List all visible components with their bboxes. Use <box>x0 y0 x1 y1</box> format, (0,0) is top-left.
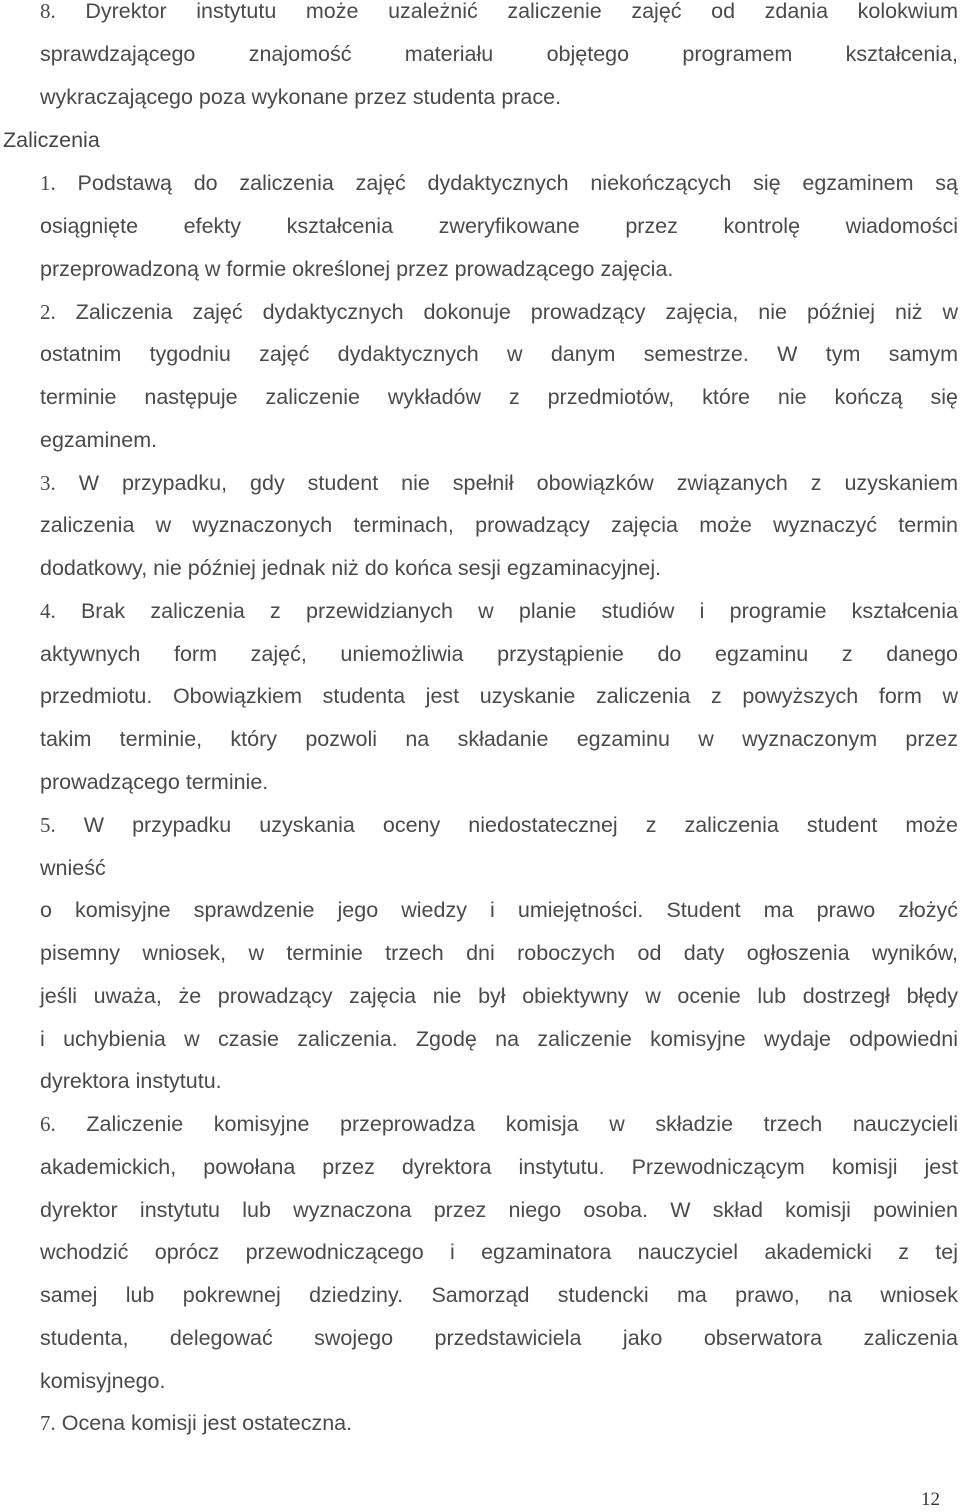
paragraph-line: przedmiotu. Obowiązkiem studenta jest uzyskanie zaliczenia z powyższych form w <box>40 684 958 708</box>
paragraph-line: takim terminie, który pozwoli na składanie egzaminu w wyznaczonym przez <box>40 727 958 751</box>
paragraph-line: osiągnięte efekty kształcenia zweryfikowane przez kontrolę wiadomości <box>40 214 958 238</box>
paragraph-line: aktywnych form zajęć, uniemożliwia przystąpienie do egzaminu z danego <box>40 642 958 666</box>
paragraph-line: wykraczającego poza wykonane przez studenta prace. <box>40 85 562 109</box>
paragraph-line: o komisyjne sprawdzenie jego wiedzy i umiejętności. Student ma prawo złożyć <box>40 898 958 922</box>
item-number: 5. <box>40 813 56 837</box>
item-number: 8. <box>40 0 56 23</box>
paragraph-line: studenta, delegować swojego przedstawiciela jako obserwatora zaliczenia <box>40 1326 958 1350</box>
paragraph-line: samej lub pokrewnej dziedziny. Samorząd studencki ma prawo, na wniosek <box>40 1283 958 1307</box>
item-number: 3. <box>40 471 56 495</box>
paragraph-line: wnieść <box>40 856 106 880</box>
line-text: W przypadku, gdy student nie spełnił obowiązków związanych z uzyskaniem <box>78 471 958 495</box>
list-item-first-line <box>40 810 958 840</box>
paragraph-line: dyrektor instytutu lub wyznaczona przez niego osoba. W skład komisji powinien <box>40 1198 958 1222</box>
paragraph-line: egzaminem. <box>40 428 158 452</box>
paragraph-line: sprawdzającego znajomość materiału objętego programem kształcenia, <box>40 42 958 66</box>
item-number: 6. <box>40 1112 56 1136</box>
item-number: 7. <box>40 1411 56 1435</box>
list-item-first-line <box>40 168 958 198</box>
line-text: Zaliczenie komisyjne przeprowadza komisja w składzie trzech nauczycieli <box>86 1112 958 1136</box>
page-number: 12 <box>921 1489 940 1510</box>
line-text: Podstawą do zaliczenia zajęć dydaktycznych niekończących się egzaminem są <box>77 171 958 195</box>
paragraph-line: przeprowadzoną w formie określonej przez prowadzącego zajęcia. <box>40 257 674 281</box>
paragraph-line: dyrektora instytutu. <box>40 1069 222 1093</box>
list-item-first-line <box>40 1109 958 1139</box>
line-text: W przypadku uzyskania oceny niedostatecznej z zaliczenia student może <box>83 813 958 837</box>
list-item-first-line <box>40 1408 958 1438</box>
paragraph-line: komisyjnego. <box>40 1369 166 1393</box>
line-text: Ocena komisji jest ostateczna. <box>61 1411 353 1435</box>
item-number: 4. <box>40 599 56 623</box>
section-heading: Zaliczenia <box>3 128 100 152</box>
paragraph-line: pisemny wniosek, w terminie trzech dni roboczych od daty ogłoszenia wyników, <box>40 941 958 965</box>
paragraph-line <box>40 0 958 26</box>
paragraph-line: i uchybienia w czasie zaliczenia. Zgodę na zaliczenie komisyjne wydaje odpowiedni <box>40 1027 958 1051</box>
item-number: 1. <box>40 171 56 195</box>
item-number: 2. <box>40 300 56 324</box>
line-text: Brak zaliczenia z przewidzianych w planie studiów i programie kształcenia <box>80 599 958 623</box>
paragraph-line: dodatkowy, nie później jednak niż do końca sesji egzaminacyjnej. <box>40 556 662 580</box>
paragraph-line: wchodzić oprócz przewodniczącego i egzaminatora nauczyciel akademicki z tej <box>40 1240 958 1264</box>
paragraph-line: ostatnim tygodniu zajęć dydaktycznych w danym semestrze. W tym samym <box>40 342 958 366</box>
paragraph-line: akademickich, powołana przez dyrektora instytutu. Przewodniczącym komisji jest <box>40 1155 958 1179</box>
list-item-first-line <box>40 596 958 626</box>
line-text: Dyrektor instytutu może uzależnić zaliczenie zajęć od zdania kolokwium <box>85 0 959 23</box>
line-text: Zaliczenia zajęć dydaktycznych dokonuje prowadzący zajęcia, nie później niż w <box>75 300 958 324</box>
list-item-first-line <box>40 297 958 327</box>
paragraph-line: jeśli uważa, że prowadzący zajęcia nie był obiektywny w ocenie lub dostrzegł błędy <box>40 984 958 1008</box>
list-item-first-line <box>40 468 958 498</box>
paragraph-line: zaliczenia w wyznaczonych terminach, prowadzący zajęcia może wyznaczyć termin <box>40 513 958 537</box>
paragraph-line: prowadzącego terminie. <box>40 770 269 794</box>
paragraph-line: terminie następuje zaliczenie wykładów z przedmiotów, które nie kończą się <box>40 385 958 409</box>
